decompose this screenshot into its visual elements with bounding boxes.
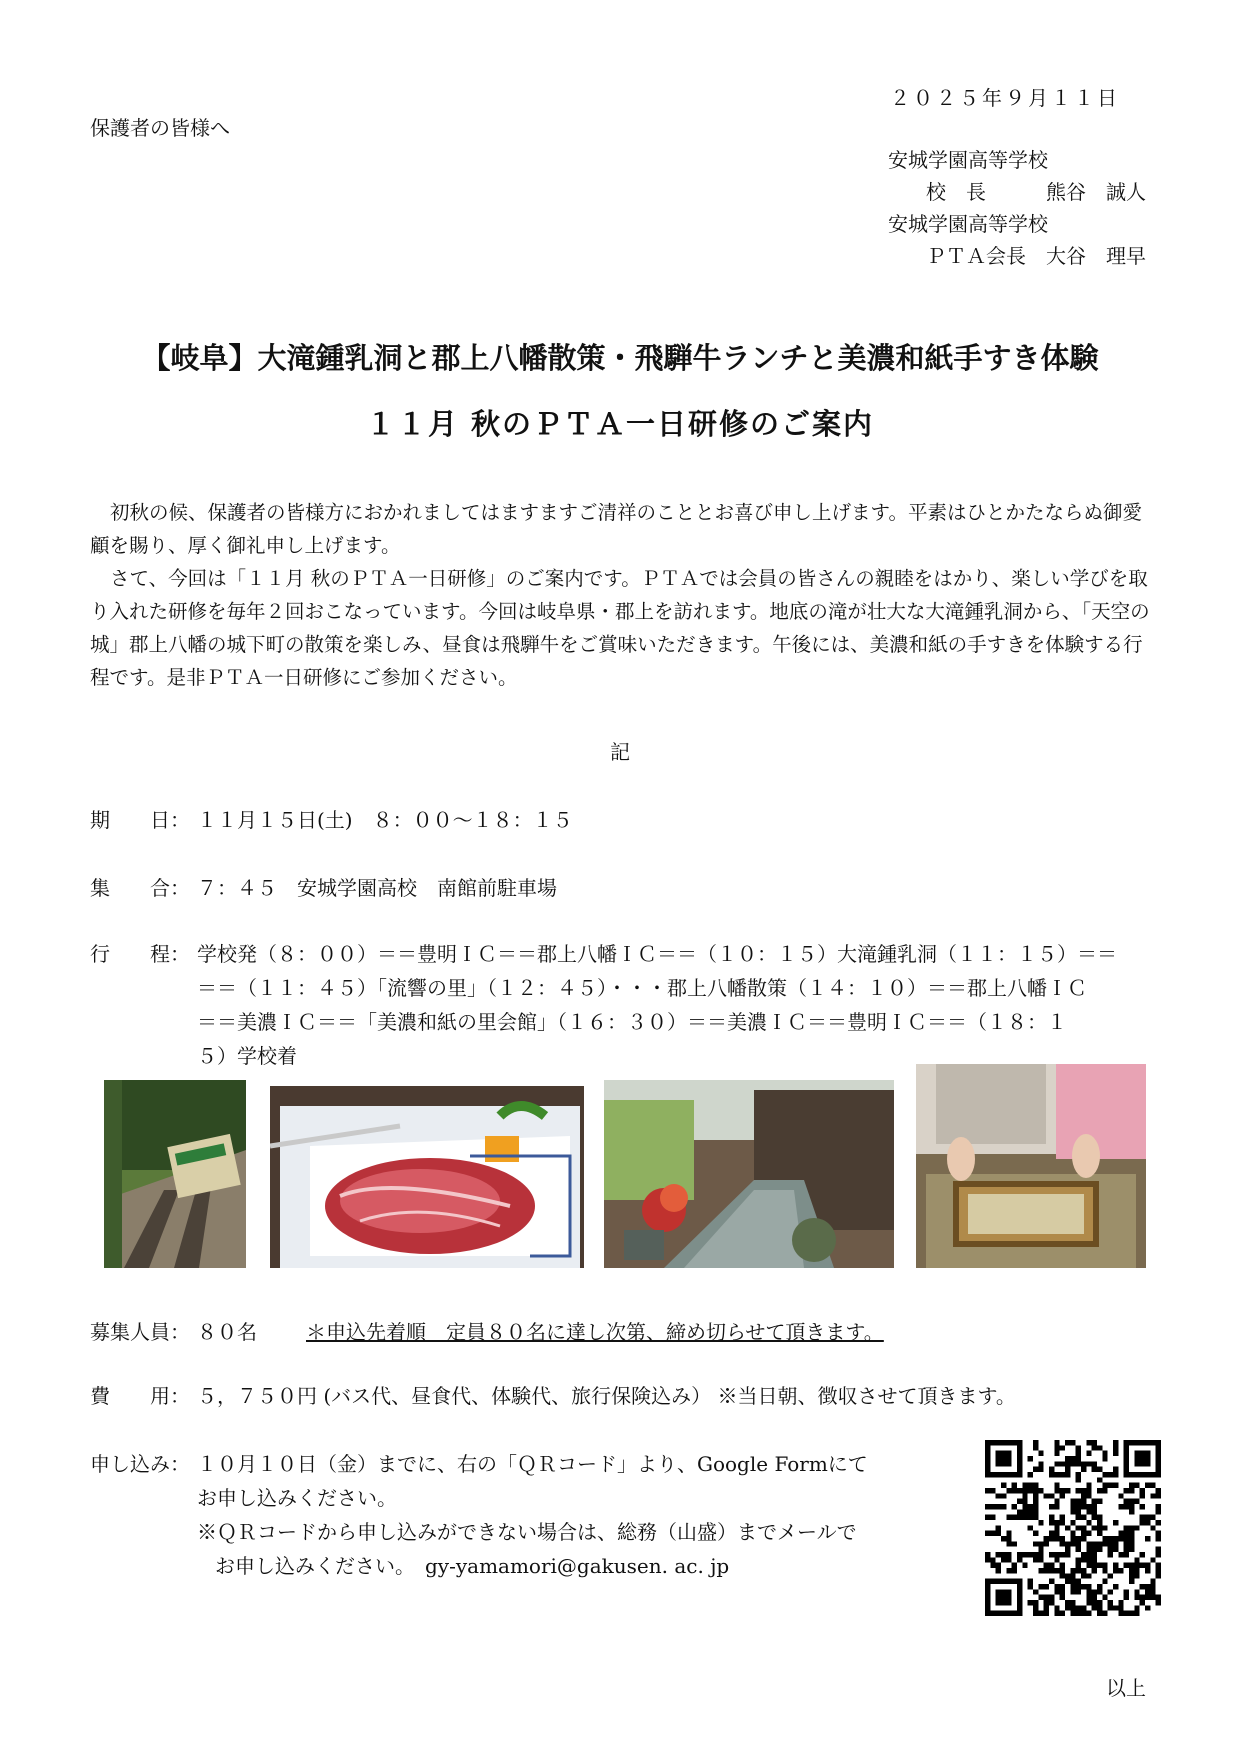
title-line-1: 【岐阜】大滝鍾乳洞と郡上八幡散策・飛騨牛ランチと美濃和紙手すき体験 bbox=[141, 341, 1099, 375]
apply-label: 申し込み： bbox=[90, 1452, 190, 1476]
itinerary-line-3: ＝＝美濃ＩＣ＝＝「美濃和紙の里会館」（１６：３０）＝＝美濃ＩＣ＝＝豊明ＩＣ＝＝（１８：１ bbox=[197, 1010, 1067, 1034]
date-value: １１月１５日(土) ８：００〜１８：１５ bbox=[197, 808, 573, 832]
itinerary-line-4: ５）学校着 bbox=[197, 1044, 297, 1068]
closing-ijou: 以上 bbox=[1106, 1676, 1146, 1700]
gujo-canal-photo bbox=[604, 1080, 894, 1268]
title-line-2: １１月 秋のＰＴＡ一日研修のご案内 bbox=[365, 407, 875, 441]
apply-line-3: ※ＱＲコードから申し込みができない場合は、総務（山盛）までメールで bbox=[197, 1520, 857, 1544]
intro-paragraph-2: さて、今回は「１１月 秋のＰＴＡ一日研修」のご案内です。ＰＴＡでは会員の皆さんの親睦をはかり、楽しい学びを取り入れた研修を毎年２回おこなっています。今回は岐阜県・郡上を訪れます。地底の滝が壮大な大滝鍾乳洞から、「天空の城」郡上八幡の城下町の散策を楽しみ、昼食は飛騨牛をご賞味いただきます。午後には、美濃和紙の手すきを体験する行程です。是非ＰＴＡ一日研修にご参加ください。 bbox=[90, 567, 1150, 689]
itinerary-line-1: 学校発（８：００）＝＝豊明ＩＣ＝＝郡上八幡ＩＣ＝＝（１０：１５）大滝鍾乳洞（１１：１５）＝＝ bbox=[197, 942, 1117, 966]
fee-value: ５，７５０円 (バス代、昼食代、体験代、旅行保険込み） ※当日朝、徴収させて頂きます。 bbox=[197, 1384, 1016, 1408]
sender-pta-president: ＰＴＡ会長 大谷 理早 bbox=[926, 244, 1146, 268]
intro-paragraph-1: 初秋の候、保護者の皆様方におかれましてはますますご清祥のこととお喜び申し上げます。平素はひとかたならぬ御愛顧を賜り、厚く御礼申し上げます。 bbox=[90, 501, 1142, 557]
apply-line-1: １０月１０日（金）までに、右の「ＱＲコード」より、Google Formにて bbox=[197, 1452, 868, 1476]
sender-school-1: 安城学園高等学校 bbox=[888, 148, 1048, 172]
itinerary-label: 行 程： bbox=[90, 942, 190, 966]
sender-school-2: 安城学園高等学校 bbox=[888, 212, 1048, 236]
sender-principal: 校 長 熊谷 誠人 bbox=[926, 180, 1146, 204]
apply-line-2: お申し込みください。 bbox=[197, 1486, 397, 1510]
document-date: ２０２５年９月１１日 bbox=[890, 86, 1120, 110]
capacity-label: 募集人員： bbox=[90, 1320, 190, 1344]
qr-code[interactable] bbox=[985, 1440, 1161, 1616]
meet-value: ７：４５ 安城学園高校 南館前駐車場 bbox=[197, 876, 557, 900]
capacity-value: ８０名 bbox=[197, 1320, 257, 1344]
funicular-photo bbox=[104, 1080, 246, 1268]
hida-beef-photo bbox=[270, 1086, 584, 1268]
washi-papermaking-photo bbox=[916, 1064, 1146, 1268]
fee-label: 費 用： bbox=[90, 1384, 190, 1408]
recipient: 保護者の皆様へ bbox=[90, 116, 230, 140]
itinerary-line-2: ＝＝（１１：４５）「流響の里」（１２：４５）・・・郡上八幡散策（１４：１０）＝＝郡上八幡ＩＣ bbox=[197, 976, 1087, 1000]
apply-line-4: お申し込みください。 gy-yamamori@gakusen. ac. jp bbox=[215, 1554, 730, 1578]
meet-label: 集 合： bbox=[90, 876, 190, 900]
capacity-note: ＊申込先着順 定員８０名に達し次第、締め切らせて頂きます。 bbox=[306, 1320, 884, 1344]
ki-heading: 記 bbox=[610, 740, 630, 764]
date-label: 期 日： bbox=[90, 808, 190, 832]
